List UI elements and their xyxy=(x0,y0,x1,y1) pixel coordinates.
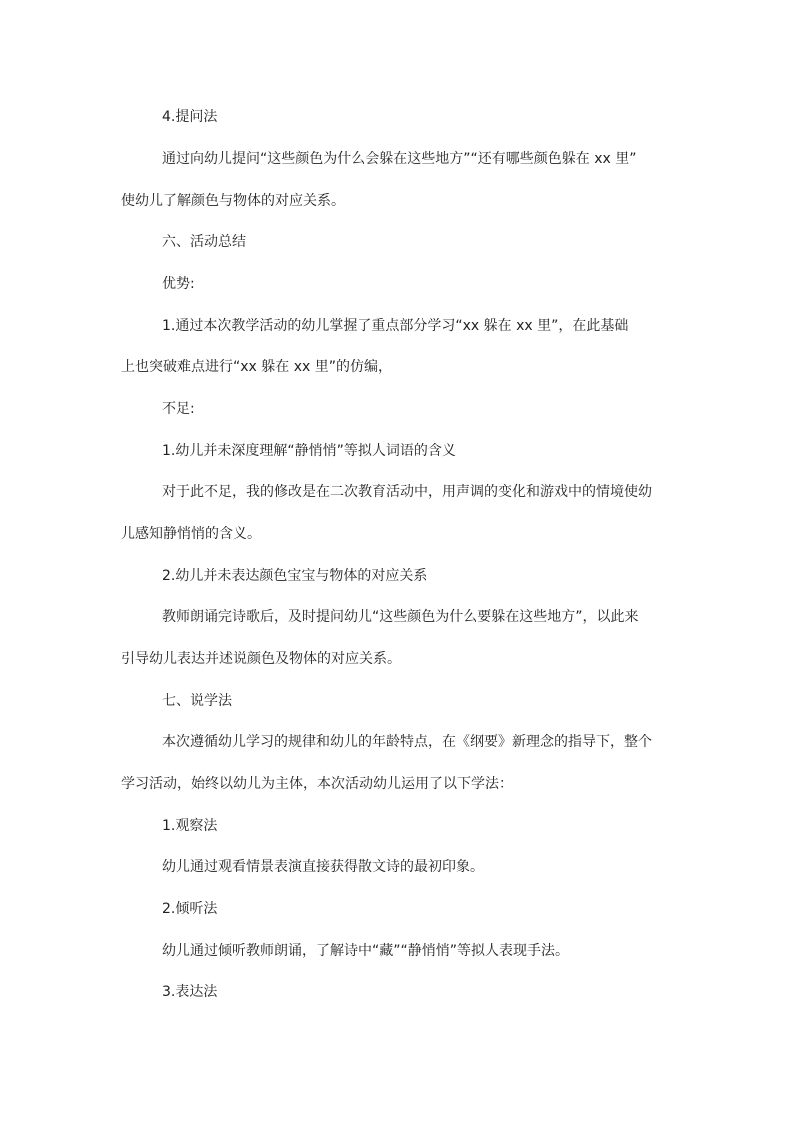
paragraph-line: 儿感知静悄悄的含义。 xyxy=(121,526,261,542)
label-strengths: 优势: xyxy=(162,276,195,292)
paragraph-line: 教师朗诵完诗歌后，及时提问幼儿“这些颜色为什么要躲在这些地方”，以此来 xyxy=(162,609,639,625)
paragraph-line: 幼儿通过倾听教师朗诵，了解诗中“藏”“静悄悄”等拟人表现手法。 xyxy=(162,943,570,959)
paragraph-line: 通过向幼儿提问“这些颜色为什么会躲在这些地方”“还有哪些颜色躲在 xx 里” xyxy=(162,151,637,167)
heading-observation-method: 1.观察法 xyxy=(162,818,218,834)
paragraph-line: 幼儿通过观看情景表演直接获得散文诗的最初印象。 xyxy=(162,859,484,875)
list-item: 1.幼儿并未深度理解“静悄悄”等拟人词语的含义 xyxy=(162,443,456,459)
section-heading-learning-methods: 七、说学法 xyxy=(162,693,232,709)
label-shortcomings: 不足: xyxy=(162,401,195,417)
paragraph-line: 使幼儿了解颜色与物体的对应关系。 xyxy=(121,193,345,209)
paragraph-line: 学习活动，始终以幼儿为主体，本次活动幼儿运用了以下学法： xyxy=(121,776,513,792)
paragraph-line: 引导幼儿表达并述说颜色及物体的对应关系。 xyxy=(121,651,401,667)
heading-questioning-method: 4.提问法 xyxy=(162,109,218,125)
paragraph-line: 本次遵循幼儿学习的规律和幼儿的年龄特点，在《纲要》新理念的指导下，整个 xyxy=(162,734,652,750)
paragraph-line: 对于此不足，我的修改是在二次教育活动中，用声调的变化和游戏中的情境使幼 xyxy=(162,484,652,500)
heading-listening-method: 2.倾听法 xyxy=(162,901,218,917)
list-item: 2.幼儿并未表达颜色宝宝与物体的对应关系 xyxy=(162,568,428,584)
paragraph-line: 上也突破难点进行“xx 躲在 xx 里”的仿编， xyxy=(121,359,392,375)
paragraph-line: 1.通过本次教学活动的幼儿掌握了重点部分学习“xx 躲在 xx 里”，在此基础 xyxy=(162,318,629,334)
heading-expression-method: 3.表达法 xyxy=(162,984,218,1000)
section-heading-activity-summary: 六、活动总结 xyxy=(162,234,246,250)
